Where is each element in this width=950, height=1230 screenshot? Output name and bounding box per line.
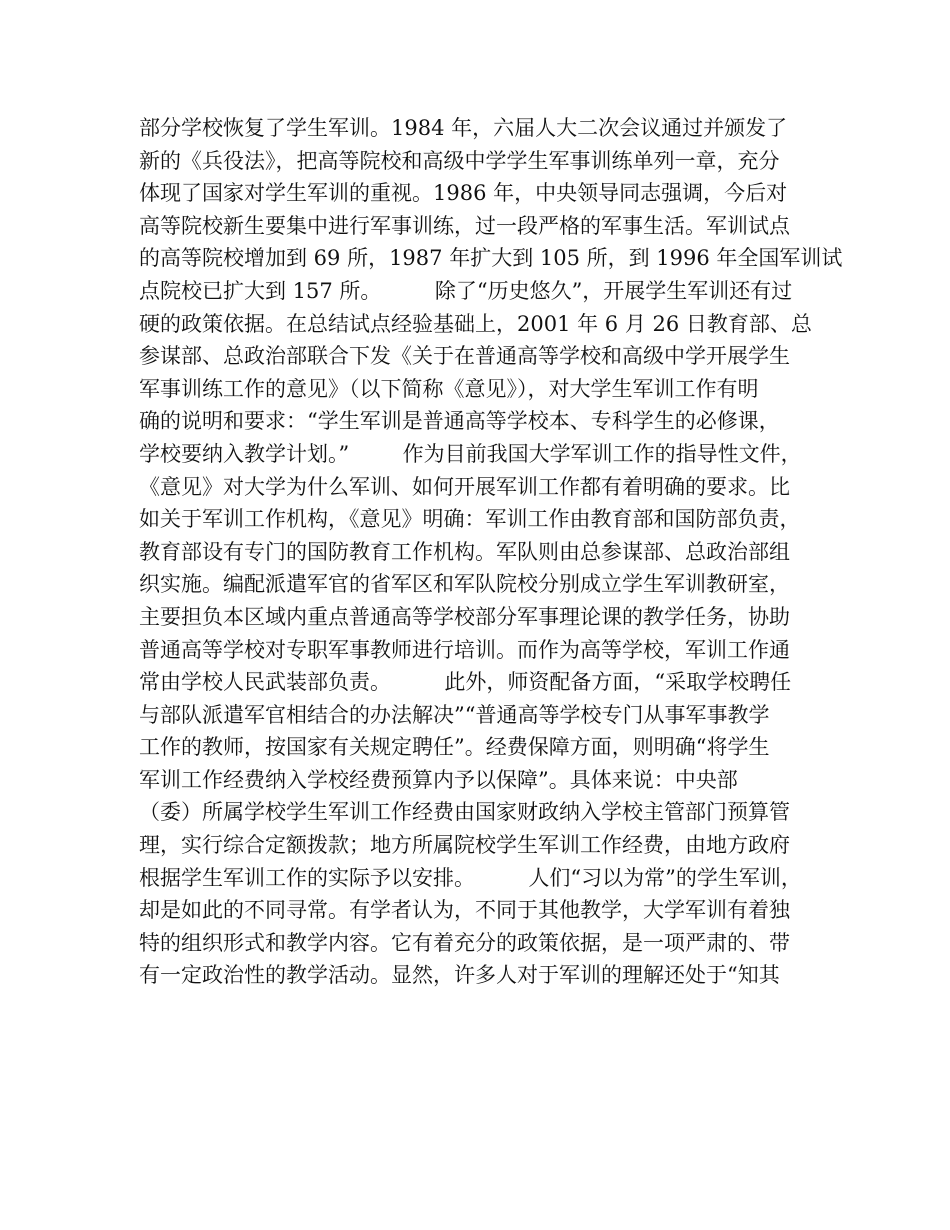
- text-line: 却是如此的不同寻常。有学者认为，不同于其他教学，大学军训有着独: [139, 898, 790, 923]
- text-line: 常由学校人民武装部负责。 此外，师资配备方面，“采取学校聘任: [139, 670, 792, 695]
- text-line: 部分学校恢复了学生军训。1984 年，六届人大二次会议通过并颁发了: [139, 116, 788, 140]
- text-line: 学校要纳入教学计划。” 作为目前我国大学军训工作的指导性文件，: [139, 441, 802, 466]
- text-line: 高等院校新生要集中进行军事训练，过一段严格的军事生活。军训试点: [139, 213, 790, 238]
- text-line: 的高等院校增加到 69 所，1987 年扩大到 105 所，到 1996 年全国军训试: [139, 246, 843, 271]
- text-line: 军事训练工作的意见》（以下简称《意见》），对大学生军训工作有明: [139, 376, 759, 401]
- text-line: 点院校已扩大到 157 所。 除了“历史悠久”，开展学生军训还有过: [139, 278, 793, 303]
- text-line: 新的《兵役法》，把高等院校和高级中学学生军事训练单列一章，充分: [139, 148, 780, 173]
- text-line: 主要担负本区域内重点普通高等学校部分军事理论课的教学任务，协助: [139, 604, 790, 629]
- text-line: 硬的政策依据。在总结试点经验基础上，2001 年 6 月 26 日教育部、总: [139, 311, 812, 336]
- text-line: 参谋部、总政治部联合下发《关于在普通高等学校和高级中学开展学生: [139, 344, 790, 369]
- text-line: 体现了国家对学生军训的重视。1986 年，中央领导同志强调，今后对: [139, 181, 788, 206]
- text-line: 如关于军训工作机构，《意见》明确：军训工作由教育部和国防部负责，: [139, 507, 801, 532]
- text-line: 根据学生军训工作的实际予以安排。 人们“习以为常”的学生军训，: [139, 865, 802, 890]
- text-line: 普通高等学校对专职军事教师进行培训。而作为高等学校，军训工作通: [139, 637, 790, 662]
- text-line: 工作的教师，按国家有关规定聘任”。经费保障方面，则明确“将学生: [139, 735, 770, 760]
- text-line: 与部队派遣军官相结合的办法解决”“普通高等学校专门从事军事教学: [139, 702, 770, 727]
- text-line: 理，实行综合定额拨款；地方所属院校学生军训工作经费，由地方政府: [139, 833, 790, 858]
- text-line: 有一定政治性的教学活动。显然，许多人对于军训的理解还处于“知其: [139, 963, 780, 988]
- text-line: 军训工作经费纳入学校经费预算内予以保障”。具体来说：中央部: [139, 767, 738, 792]
- body-text: [139, 112, 843, 992]
- text-line: 确的说明和要求：“学生军训是普通高等学校本、专科学生的必修课，: [139, 409, 780, 434]
- text-line: 特的组织形式和教学内容。它有着充分的政策依据，是一项严肃的、带: [139, 930, 790, 955]
- text-line: 织实施。编配派遣军官的省军区和军队院校分别成立学生军训教研室，: [139, 572, 790, 597]
- text-line: 《意见》对大学为什么军训、如何开展军训工作都有着明确的要求。比: [139, 474, 790, 499]
- text-line: （委）所属学校学生军训工作经费由国家财政纳入学校主管部门预算管: [139, 800, 790, 825]
- text-line: 教育部设有专门的国防教育工作机构。军队则由总参谋部、总政治部组: [139, 539, 790, 564]
